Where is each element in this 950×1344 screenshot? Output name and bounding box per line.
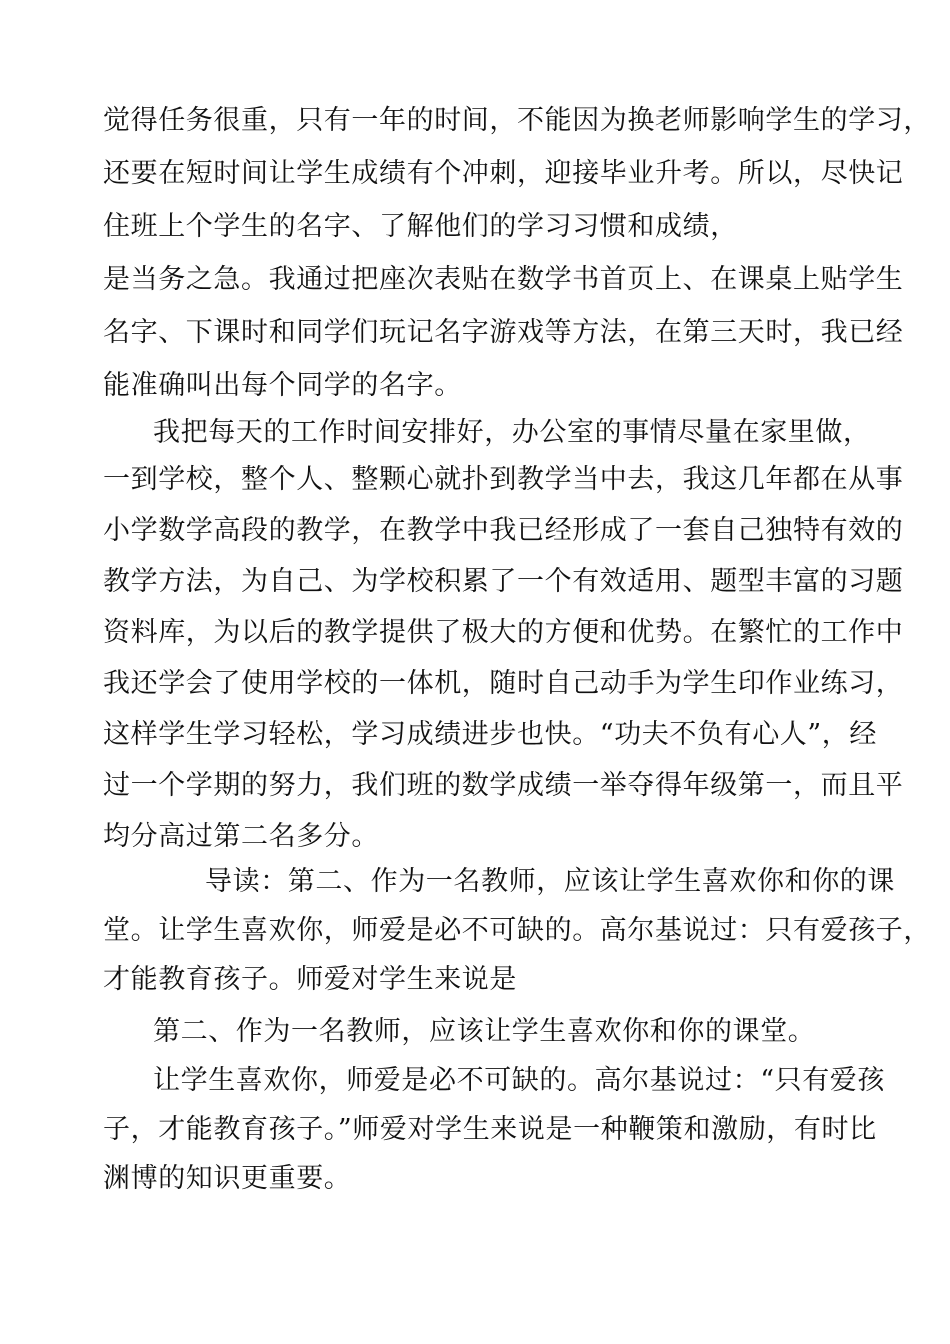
text-line: 我把每天的工作时间安排好，办公室的事情尽量在家里做， xyxy=(153,417,871,448)
text-line: 小学数学高段的教学，在教学中我已经形成了一套自己独特有效的 xyxy=(103,515,904,546)
text-line: 觉得任务很重，只有一年的时间，不能因为换老师影响学生的学习， xyxy=(103,105,931,136)
text-line: 堂。让学生喜欢你，师爱是必不可缺的。高尔基说过：只有爱孩子， xyxy=(103,915,931,946)
text-line: 我还学会了使用学校的一体机，随时自己动手为学生印作业练习， xyxy=(103,668,904,699)
text-line: 是当务之急。我通过把座次表贴在数学书首页上、在课桌上贴学生 xyxy=(103,264,904,295)
text-line: 子，才能教育孩子。”师爱对学生来说是一种鞭策和激励，有时比 xyxy=(103,1114,877,1145)
text-line: 才能教育孩子。师爱对学生来说是 xyxy=(103,964,517,995)
text-line: 均分高过第二名多分。 xyxy=(103,821,379,852)
text-line: 过一个学期的努力，我们班的数学成绩一举夺得年级第一，而且平 xyxy=(103,770,904,801)
text-line: 第二、作为一名教师，应该让学生喜欢你和你的课堂。 xyxy=(153,1016,816,1047)
text-line: 名字、下课时和同学们玩记名字游戏等方法，在第三天时，我已经 xyxy=(103,317,904,348)
text-line: 渊博的知识更重要。 xyxy=(103,1163,352,1194)
text-line: 这样学生学习轻松，学习成绩进步也快。“功夫不负有心人”，经 xyxy=(103,719,878,750)
text-line: 还要在短时间让学生成绩有个冲刺，迎接毕业升考。所以，尽快记 xyxy=(103,158,904,189)
text-line: 一到学校，整个人、整颗心就扑到教学当中去，我这几年都在从事 xyxy=(103,464,904,495)
text-line: 教学方法，为自己、为学校积累了一个有效适用、题型丰富的习题 xyxy=(103,566,904,597)
text-line: 资料库，为以后的教学提供了极大的方便和优势。在繁忙的工作中 xyxy=(103,617,904,648)
text-line: 能准确叫出每个同学的名字。 xyxy=(103,370,462,401)
text-line: 住班上个学生的名字、了解他们的学习习惯和成绩， xyxy=(103,211,738,242)
text-line: 让学生喜欢你，师爱是必不可缺的。高尔基说过：“只有爱孩 xyxy=(153,1065,886,1096)
text-line: 导读：第二、作为一名教师，应该让学生喜欢你和你的课 xyxy=(205,866,895,897)
